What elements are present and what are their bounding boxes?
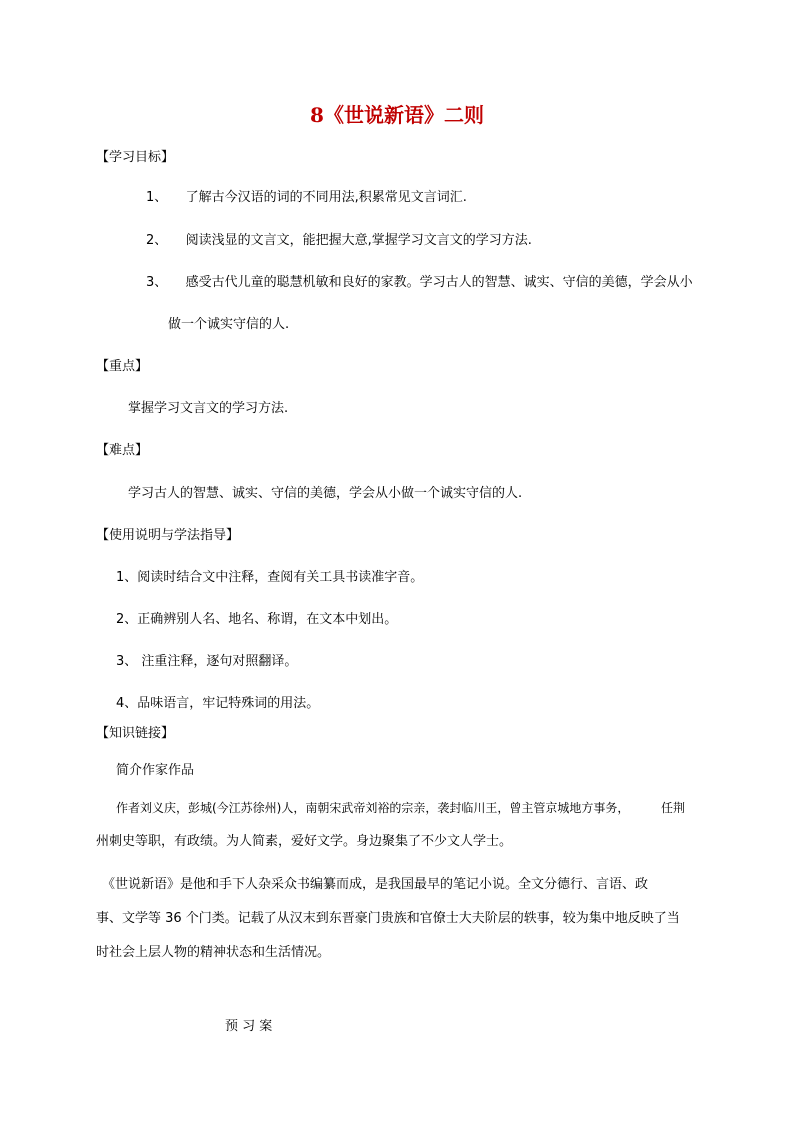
author-intro-line-2: 州刺史等职，有政绩。为人简素，爱好文学。身边聚集了不少文人学士。 — [96, 834, 513, 849]
objective-number: 2、 — [146, 233, 168, 248]
objective-number: 3、 — [146, 275, 168, 290]
book-intro-line-3: 时社会上层人物的精神状态和生活情况。 — [96, 945, 331, 960]
instructions-heading: 【使用说明与学法指导】 — [96, 528, 240, 543]
objective-number: 1、 — [146, 190, 168, 205]
instruction-item: 3、 注重注释，逐句对照翻译。 — [116, 654, 298, 669]
instruction-item: 1、阅读时结合文中注释，查阅有关工具书读准字音。 — [116, 570, 424, 585]
key-point-text: 掌握学习文言文的学习方法. — [128, 401, 289, 416]
knowledge-subheading: 简介作家作品 — [116, 763, 195, 778]
instruction-item: 4、品味语言，牢记特殊词的用法。 — [116, 696, 320, 711]
page-title: 8《世说新语》二则 — [310, 103, 484, 127]
author-intro-text: 作者刘义庆，彭城(今江苏徐州)人，南朝宋武帝刘裕的宗亲，袭封临川王，曾主管京城地方事务， — [116, 801, 630, 815]
objective-text: 了解古今汉语的词的不同用法,积累常见文言词汇. — [185, 190, 467, 205]
objective-item-3-continued: 做一个诚实守信的人. — [168, 317, 290, 332]
objective-text: 感受古代儿童的聪慧机敏和良好的家教。学习古人的智慧、诚实、守信的美德，学会从小 — [185, 275, 693, 290]
objective-item-3 — [146, 275, 693, 291]
objective-item-1 — [146, 190, 467, 206]
preview-section-heading: 预 习 案 — [225, 1019, 273, 1034]
difficulty-heading: 【难点】 — [96, 443, 149, 458]
book-intro-line-1: 《世说新语》是他和手下人杂采众书编纂而成，是我国最早的笔记小说。全文分德行、言语、政 — [102, 877, 649, 892]
author-intro-line-1 — [116, 800, 685, 816]
objective-item-2 — [146, 233, 532, 249]
author-intro-text: 任荆 — [661, 801, 686, 815]
instruction-item: 2、正确辨别人名、地名、称谓，在文本中划出。 — [116, 612, 398, 627]
difficulty-text: 学习古人的智慧、诚实、守信的美德，学会从小做一个诚实守信的人. — [128, 486, 523, 501]
book-intro-line-2: 事、文学等 36 个门类。记载了从汉末到东晋豪门贵族和官僚士大夫阶层的轶事，较为集中地反映了当 — [96, 911, 680, 926]
knowledge-heading: 【知识链接】 — [96, 726, 175, 741]
key-point-heading: 【重点】 — [96, 359, 149, 374]
objectives-heading: 【学习目标】 — [96, 150, 175, 165]
objective-text: 阅读浅显的文言文，能把握大意,掌握学习文言文的学习方法. — [185, 233, 532, 248]
